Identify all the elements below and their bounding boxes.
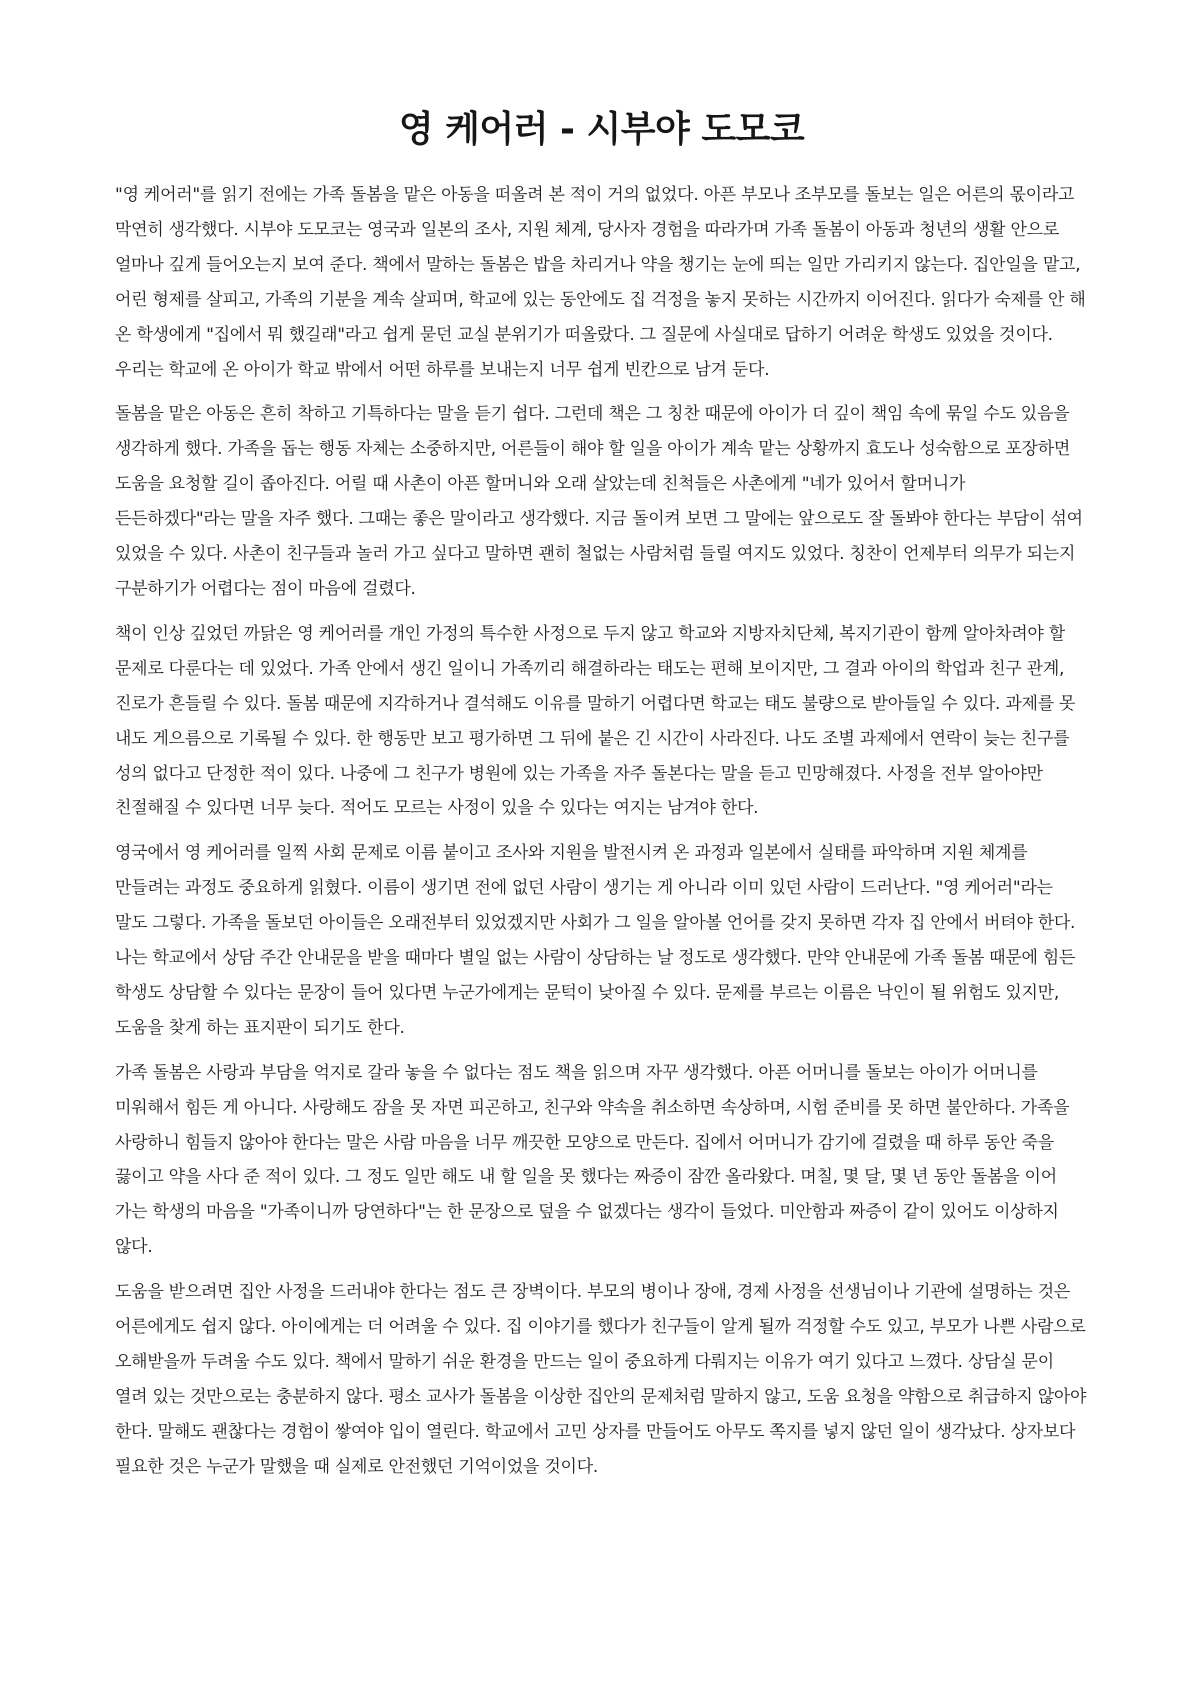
document-title: 영 케어러 - 시부야 도모코	[398, 109, 805, 150]
body-paragraph: 돌봄을 맡은 아동은 흔히 착하고 기특하다는 말을 듣기 쉽다. 그런데 책은 그 칭찬 때문에 아이가 더 깊이 책임 속에 묶일 수도 있음을 생각하게 했다. 가족을 돕는 행동 자체는 소중하지만, 어른들이 해야 할 일을 아이가 계속 맡는 상황까지 효도나 성숙함으로 포장하면 도움을 요청할 길이 좁아진다. 어릴 때 사촌이 아픈 할머니와 오래 살았는데 친척들은 사촌에게 "네가 있어서 할머니가 든든하겠다"라는 말을 자주 했다. 그때는 좋은 말이라고 생각했다. 지금 돌이켜 보면 그 말에는 앞으로도 잘 돌봐야 한다는 부담이 섞여 있었을 수 있다. 사촌이 친구들과 놀러 가고 싶다고 말하면 괜히 철없는 사람처럼 들릴 여지도 있었다. 칭찬이 언제부터 의무가 되는지 구분하기가 어렵다는 점이 마음에 걸렸다.	[115, 404, 1083, 599]
body-paragraph: 책이 인상 깊었던 까닭은 영 케어러를 개인 가정의 특수한 사정으로 두지 않고 학교와 지방자치단체, 복지기관이 함께 알아차려야 할 문제로 다룬다는 데 있었다. 가족 안에서 생긴 일이니 가족끼리 해결하라는 태도는 편해 보이지만, 그 결과 아이의 학업과 친구 관계, 진로가 흔들릴 수 있다. 돌봄 때문에 지각하거나 결석해도 이유를 말하기 어렵다면 학교는 태도 불량으로 받아들일 수 있다. 과제를 못 내도 게으름으로 기록될 수 있다. 한 행동만 보고 평가하면 그 뒤에 붙은 긴 시간이 사라진다. 나도 조별 과제에서 연락이 늦는 친구를 성의 없다고 단정한 적이 있다. 나중에 그 친구가 병원에 있는 가족을 자주 돌본다는 말을 듣고 민망해졌다. 사정을 전부 알아야만 친절해질 수 있다면 너무 늦다. 적어도 모르는 사정이 있을 수 있다는 여지는 남겨야 한다.	[115, 623, 1076, 819]
document-body	[115, 178, 1088, 1485]
body-paragraph: 도움을 받으려면 집안 사정을 드러내야 한다는 점도 큰 장벽이다. 부모의 병이나 장애, 경제 사정을 선생님이나 기관에 설명하는 것은 어른에게도 쉽지 않다. 아이에게는 더 어려울 수 있다. 집 이야기를 했다가 친구들이 알게 될까 걱정할 수도 있고, 부모가 나쁜 사람으로 오해받을까 두려울 수도 있다. 책에서 말하기 쉬운 환경을 만드는 일이 중요하게 다뤄지는 이유가 여기 있다고 느꼈다. 상담실 문이 열려 있는 것만으로는 충분하지 않다. 평소 교사가 돌봄을 이상한 집안의 문제처럼 말하지 않고, 도움 요청을 약함으로 취급하지 않아야 한다. 말해도 괜찮다는 경험이 쌓여야 입이 열린다. 학교에서 고민 상자를 만들어도 아무도 쪽지를 넣지 않던 일이 생각났다. 상자보다 필요한 것은 누군가 말했을 때 실제로 안전했던 기억이었을 것이다.	[115, 1282, 1087, 1477]
body-paragraph: 영국에서 영 케어러를 일찍 사회 문제로 이름 붙이고 조사와 지원을 발전시켜 온 과정과 일본에서 실태를 파악하며 지원 체계를 만들려는 과정도 중요하게 읽혔다. 이름이 생기면 전에 없던 사람이 생기는 게 아니라 이미 있던 사람이 드러난다. "영 케어러"라는 말도 그렇다. 가족을 돌보던 아이들은 오래전부터 있었겠지만 사회가 그 일을 알아볼 언어를 갖지 못하면 각자 집 안에서 버텨야 한다. 나는 학교에서 상담 주간 안내문을 받을 때마다 별일 없는 사람이 상담하는 날 정도로 생각했다. 만약 안내문에 가족 돌봄 때문에 힘든 학생도 상담할 수 있다는 문장이 들어 있다면 누군가에게는 문턱이 낮아질 수 있다. 문제를 부르는 이름은 낙인이 될 위험도 있지만, 도움을 찾게 하는 표지판이 되기도 한다.	[115, 843, 1076, 1038]
body-paragraph: "영 케어러"를 읽기 전에는 가족 돌봄을 맡은 아동을 떠올려 본 적이 거의 없었다. 아픈 부모나 조부모를 돌보는 일은 어른의 몫이라고 막연히 생각했다. 시부야 도모코는 영국과 일본의 조사, 지원 체계, 당사자 경험을 따라가며 가족 돌봄이 아동과 청년의 생활 안으로 얼마나 깊게 들어오는지 보여 준다. 책에서 말하는 돌봄은 밥을 차리거나 약을 챙기는 눈에 띄는 일만 가리키지 않는다. 집안일을 맡고, 어린 형제를 살피고, 가족의 기분을 계속 살피며, 학교에 있는 동안에도 집 걱정을 놓지 못하는 시간까지 이어진다. 읽다가 숙제를 안 해 온 학생에게 "집에서 뭐 했길래"라고 쉽게 묻던 교실 분위기가 떠올랐다. 그 질문에 사실대로 답하기 어려운 학생도 있었을 것이다. 우리는 학교에 온 아이가 학교 밖에서 어떤 하루를 보내는지 너무 쉽게 빈칸으로 남겨 둔다.	[115, 185, 1086, 380]
body-paragraph: 가족 돌봄은 사랑과 부담을 억지로 갈라 놓을 수 없다는 점도 책을 읽으며 자꾸 생각했다. 아픈 어머니를 돌보는 아이가 어머니를 미워해서 힘든 게 아니다. 사랑해도 잠을 못 자면 피곤하고, 친구와 약속을 취소하면 속상하며, 시험 준비를 못 하면 불안하다. 가족을 사랑하니 힘들지 않아야 한다는 말은 사람 마음을 너무 깨끗한 모양으로 만든다. 집에서 어머니가 감기에 걸렸을 때 하루 동안 죽을 끓이고 약을 사다 준 적이 있다. 그 정도 일만 해도 내 할 일을 못 했다는 짜증이 잠깐 올라왔다. 며칠, 몇 달, 몇 년 동안 돌봄을 이어 가는 학생의 마음을 "가족이니까 당연하다"는 한 문장으로 덮을 수 없겠다는 생각이 들었다. 미안함과 짜증이 같이 있어도 이상하지 않다.	[115, 1062, 1070, 1258]
